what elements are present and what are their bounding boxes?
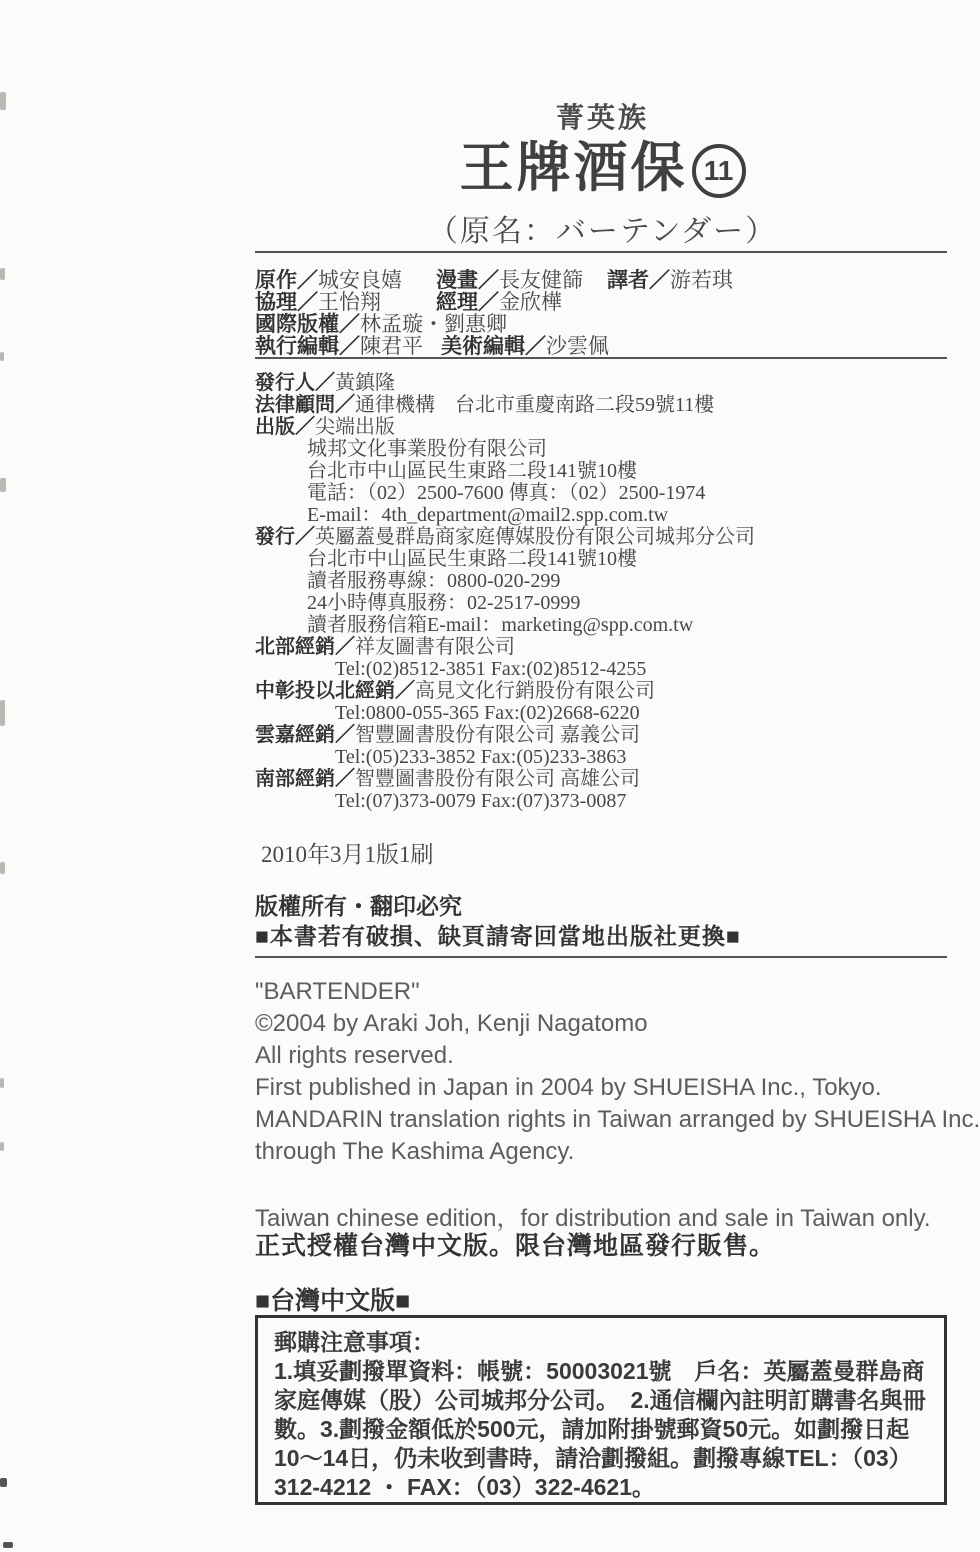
scan-artifact xyxy=(0,700,5,726)
agency-line: through The Kashima Agency. xyxy=(255,1138,575,1165)
taiwan-edition-badge: ■台灣中文版■ xyxy=(255,1287,411,1315)
distributor-line: 發行／英屬蓋曼群島商家庭傳媒股份有限公司城邦分公司 xyxy=(255,526,755,548)
mail-order-line: 家庭傳媒（股）公司城邦分公司。 2.通信欄內註明訂購書名與冊 xyxy=(274,1387,926,1413)
printing-date: 2010年3月1版1刷 xyxy=(261,842,434,867)
publisher-line: 出版／尖端出版 xyxy=(255,416,395,438)
credit-associate: 協理／王怡翔 xyxy=(255,290,381,314)
taiwan-edition-english: Taiwan chinese edition，for distribution and sale in Taiwan only. xyxy=(255,1205,931,1232)
mail-order-line: 1.填妥劃撥單資料：帳號：50003021號 戶名：英屬蓋曼群島商 xyxy=(274,1358,925,1384)
north-distributor-tel-line: Tel:(02)8512-3851 Fax:(02)8512-4255 xyxy=(335,658,647,680)
divider-copyright xyxy=(255,956,947,958)
mail-order-box xyxy=(255,1315,947,1505)
credit-row xyxy=(255,308,947,336)
scan-artifact xyxy=(0,862,5,874)
book-title xyxy=(255,138,950,198)
credit-row xyxy=(255,264,947,292)
first-published-line: First published in Japan in 2004 by SHUEISHA Inc., Tokyo. xyxy=(255,1074,882,1101)
yunjia-distributor-line: 雲嘉經銷／智豐圖書股份有限公司 嘉義公司 xyxy=(255,724,640,746)
book-title-text: 王牌酒保 xyxy=(459,138,688,198)
title-block xyxy=(255,96,950,250)
scan-artifact xyxy=(0,268,5,280)
scan-artifact xyxy=(0,352,4,361)
credit-executive-editor: 執行編輯／陳君平 xyxy=(255,334,423,358)
scan-artifact xyxy=(0,1078,4,1088)
fax-service-line: 24小時傳真服務：02-2517-0999 xyxy=(307,592,581,614)
copyright-line: ©2004 by Araki Joh, Kenji Nagatomo xyxy=(255,1010,648,1037)
english-copyright-block xyxy=(255,976,980,1168)
divider-credits xyxy=(255,357,947,359)
south-distributor-tel-line: Tel:(07)373-0079 Fax:(07)373-0087 xyxy=(335,790,627,812)
credit-row xyxy=(255,286,947,314)
volume-number: 11 xyxy=(703,155,734,186)
publisher-line: 發行人／黃鎮隆 xyxy=(255,372,395,394)
mail-order-line: 10～14日，仍未收到書時，請洽劃撥組。劃撥專線TEL：（03） xyxy=(274,1445,912,1471)
scan-artifact xyxy=(0,1478,7,1487)
translation-rights-line: MANDARIN translation rights in Taiwan arranged by SHUEISHA Inc. xyxy=(255,1106,980,1133)
original-title: （原名：バーテンダー） xyxy=(427,215,778,248)
rights-reserved-line: All rights reserved. xyxy=(255,1042,454,1069)
series-label: 菁英族 xyxy=(555,102,649,133)
credit-artist: 漫畫／長友健篩 xyxy=(436,268,583,292)
south-distributor-line: 南部經銷／智豐圖書股份有限公司 高雄公司 xyxy=(255,768,640,790)
credit-art-editor: 美術編輯／沙雲佩 xyxy=(441,334,609,358)
service-email-line: 讀者服務信箱E-mail：marketing@spp.com.tw xyxy=(307,614,694,636)
service-hotline-line: 讀者服務專線：0800-020-299 xyxy=(307,570,561,592)
credit-international-rights: 國際版權／林孟璇・劉惠卿 xyxy=(255,312,507,336)
divider-top xyxy=(255,251,947,253)
credits-section xyxy=(255,264,947,358)
publisher-section xyxy=(255,372,947,812)
north-distributor-line: 北部經銷／祥友圖書有限公司 xyxy=(255,636,515,658)
mail-order-heading: 郵購注意事項： xyxy=(274,1329,435,1355)
scan-artifact xyxy=(0,92,6,110)
publisher-line: 城邦文化事業股份有限公司 xyxy=(307,438,547,460)
scan-artifact xyxy=(0,1142,4,1151)
english-title: "BARTENDER" xyxy=(255,978,420,1005)
taiwan-edition-chinese: 正式授權台灣中文版。限台灣地區發行販售。 xyxy=(255,1232,776,1260)
credit-row xyxy=(255,330,947,358)
central-distributor-tel-line: Tel:0800-055-365 Fax:(02)2668-6220 xyxy=(335,702,640,724)
scan-artifact xyxy=(3,1542,13,1548)
credit-manager: 經理／金欣樺 xyxy=(436,290,562,314)
publisher-line: 台北市中山區民生東路二段141號10樓 xyxy=(307,460,637,482)
central-distributor-line: 中彰投以北經銷／高見文化行銷股份有限公司 xyxy=(255,680,655,702)
volume-badge xyxy=(692,144,746,198)
rights-notice: 版權所有・翻印必究 xyxy=(255,893,462,919)
distributor-address-line: 台北市中山區民生東路二段141號10樓 xyxy=(307,548,637,570)
credit-translator: 譯者／游若琪 xyxy=(607,268,733,292)
publisher-line: 法律顧問／通律機構 台北市重慶南路二段59號11樓 xyxy=(255,394,715,416)
publisher-phone-line: 電話：（02）2500-7600 傳真：（02）2500-1974 xyxy=(307,482,706,504)
damaged-copy-notice: ■本書若有破損、缺頁請寄回當地出版社更換■ xyxy=(255,923,741,949)
credit-original-author: 原作／城安良嬉 xyxy=(255,268,402,292)
publisher-email-line: E-mail：4th_department@mail2.spp.com.tw xyxy=(307,504,669,526)
yunjia-distributor-tel-line: Tel:(05)233-3852 Fax:(05)233-3863 xyxy=(335,746,627,768)
scan-artifact xyxy=(0,478,6,492)
mail-order-line: 312-4212 ・ FAX：（03）322-4621。 xyxy=(274,1474,655,1500)
mail-order-line: 數。3.劃撥金額低於500元，請加附掛號郵資50元。如劃撥日起 xyxy=(274,1416,910,1442)
